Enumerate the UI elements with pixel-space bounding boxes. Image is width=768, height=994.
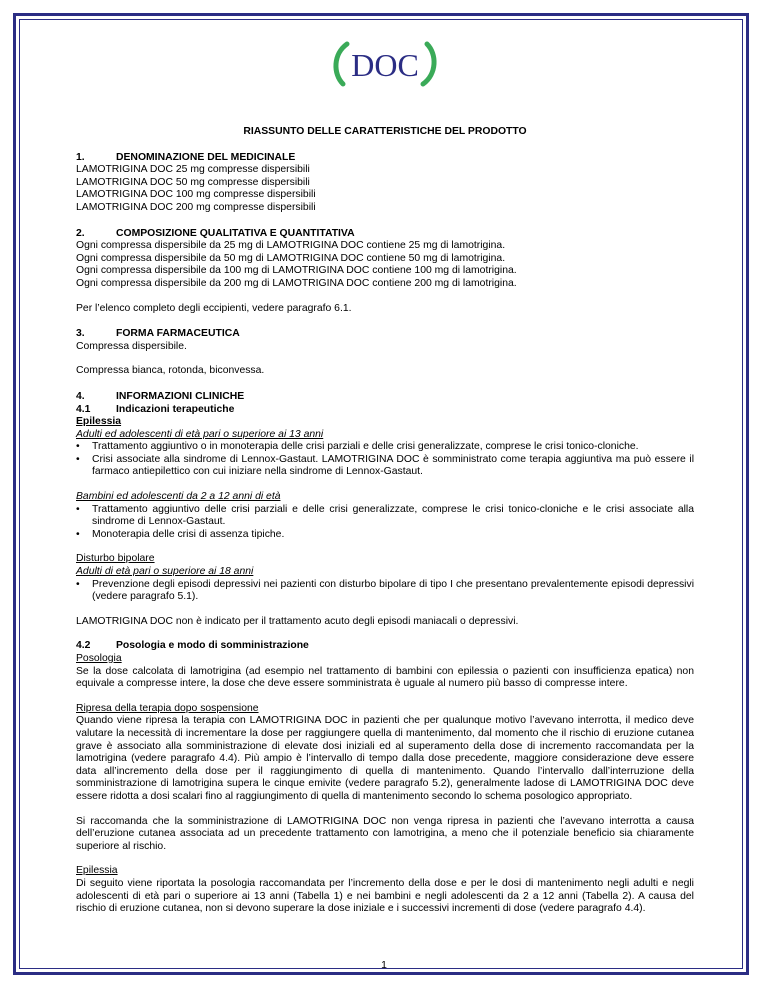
product-name: LAMOTRIGINA DOC 50 mg compresse dispersibili — [76, 176, 310, 188]
excipients-note: Per l’elenco completo degli eccipienti, vedere paragrafo 6.1. — [76, 302, 352, 314]
composition-line: Ogni compressa dispersibile da 50 mg di LAMOTRIGINA DOC contiene 50 mg di lamotrigina. — [76, 252, 506, 264]
logo-text: DOC — [351, 47, 419, 83]
product-name: LAMOTRIGINA DOC 200 mg compresse dispersibili — [76, 201, 316, 213]
product-name: LAMOTRIGINA DOC 25 mg compresse dispersibili — [76, 164, 310, 176]
epilepsy-heading: Epilessia — [76, 416, 122, 428]
document-title: RIASSUNTO DELLE CARATTERISTICHE DEL PRODOTTO — [243, 126, 527, 137]
posology-heading: Posologia — [76, 653, 122, 664]
composition-line: Ogni compressa dispersibile da 200 mg di LAMOTRIGINA DOC contiene 200 mg di lamotrigina. — [76, 277, 517, 289]
children-subheading: Bambini ed adolescenti da 2 a 12 anni di età — [76, 491, 281, 503]
page-number: 1 — [381, 960, 387, 971]
section-3-heading: 3. FORMA FARMACEUTICA — [76, 328, 240, 340]
composition-line: Ogni compressa dispersibile da 100 mg di LAMOTRIGINA DOC contiene 100 mg di lamotrigina. — [76, 265, 517, 277]
composition-line: Ogni compressa dispersibile da 25 mg di LAMOTRIGINA DOC contiene 25 mg di lamotrigina. — [76, 240, 506, 252]
children-list — [76, 504, 694, 542]
adults-18-subheading: Adulti di età pari o superiore ai 18 anni — [76, 566, 254, 578]
epilepsy-dosing-heading: Epilessia — [76, 865, 118, 877]
adults-13-subheading: Adulti ed adolescenti di età pari o superiore ai 13 anni — [76, 428, 324, 440]
section-4-2-heading: 4.2 Posologia e modo di somministrazione — [76, 640, 309, 652]
pharmaceutical-form: Compressa dispersibile. — [76, 340, 187, 352]
list-item: • Trattamento aggiuntivo o in monoterapia delle crisi parziali e delle crisi generalizzate, comprese le crisi tonico-cloniche. — [76, 441, 694, 454]
list-item: • Prevenzione degli episodi depressivi nei pazienti con disturbo bipolare di tipo I che presentano prevalentemente episodi depressivi (vedere paragrafo 5.1). — [76, 579, 694, 604]
resumption-text: Quando viene ripresa la terapia con LAMOTRIGINA DOC in pazienti che per qualunque motivo l’avevano interrotta, il medico deve valutare la necessità di incrementare la dose per raggiungere quella di mantenimento, dal momento che il rischio di eruzione cutanea grave è associato alla somministrazione di elevate dosi iniziali ed al superamento della dose di incremento raccomandata per la lamotrigina (vedere paragrafo 4.4). Più ampio è l’intervallo di tempo dalla dose precedente, maggiore considerazione deve essere data all’incremento della dose per il raggiungimento di quella di mantenimento. Quando l’intervallo dall’interruzione della somministrazione di lamotrigina supera le cinque emivite (vedere paragrafo 5.2), generalmente ladose di LAMOTRIGINA DOC deve essere ridotta a dosi scalari fino al raggiungimento di quella di mantenimento secondo lo schema posologico appropriato. — [76, 715, 694, 802]
list-item: • Trattamento aggiuntivo delle crisi parziali e delle crisi generalizzate, comprese le crisi tonico-cloniche e le crisi associate alla sindrome di Lennox-Gastaut. — [76, 504, 694, 529]
section-4-heading: 4. INFORMAZIONI CLINICHE — [76, 390, 245, 402]
document-body — [76, 40, 694, 916]
doc-logo — [325, 40, 445, 88]
adults-18-list — [76, 579, 694, 604]
section-1-heading: 1. DENOMINAZIONE DEL MEDICINALE — [76, 151, 296, 163]
list-item: • Monoterapia delle crisi di assenza tipiche. — [76, 529, 694, 542]
posology-text: Se la dose calcolata di lamotrigina (ad esempio nel trattamento di bambini con epilessia o pazienti con insufficienza epatica) non equivale a compresse intere, la dose che deve essere somministrata è uguale al numero più basso di compresse intere. — [76, 665, 694, 690]
section-2-heading: 2. COMPOSIZIONE QUALITATIVA E QUANTITATIVA — [76, 227, 355, 239]
epilepsy-dosing-text: Di seguito viene riportata la posologia raccomandata per l’incremento della dose e per le dosi di mantenimento negli adulti e negli adolescenti di età pari o superiore ai 13 anni (Tabella 1) e nei bambini e negli adolescenti da 2 a 12 anni (Tabella 2). A causa del rischio di eruzione cutanea, non si devono superare la dose iniziale e i successivi incrementi di dose (vedere paragrafo 4.4). — [76, 877, 694, 915]
not-indicated-note: LAMOTRIGINA DOC non è indicato per il trattamento acuto degli episodi maniacali o depressivi. — [76, 615, 519, 627]
list-item: • Crisi associate alla sindrome di Lennox-Gastaut. LAMOTRIGINA DOC è somministrato come terapia aggiuntiva ma può essere il farmaco antiepilettico con cui iniziare nella sindrome di Lennox-Gastaut. — [76, 454, 694, 479]
resumption-heading: Ripresa della terapia dopo sospensione — [76, 702, 259, 714]
product-name: LAMOTRIGINA DOC 100 mg compresse dispersibili — [76, 189, 316, 201]
adults-13-list — [76, 441, 694, 479]
bipolar-heading: Disturbo bipolare — [76, 553, 155, 565]
section-4-1-heading: 4.1 Indicazioni terapeutiche — [76, 403, 235, 415]
resumption-text-2: Si raccomanda che la somministrazione di LAMOTRIGINA DOC non venga ripresa in pazienti che l’avevano interrotta a causa dell’eruzione cutanea associata ad un precedente trattamento con lamotrigina, a meno che il potenziale beneficio sia chiaramente superiore al rischio. — [76, 815, 694, 852]
tablet-description: Compressa bianca, rotonda, biconvessa. — [76, 365, 265, 377]
